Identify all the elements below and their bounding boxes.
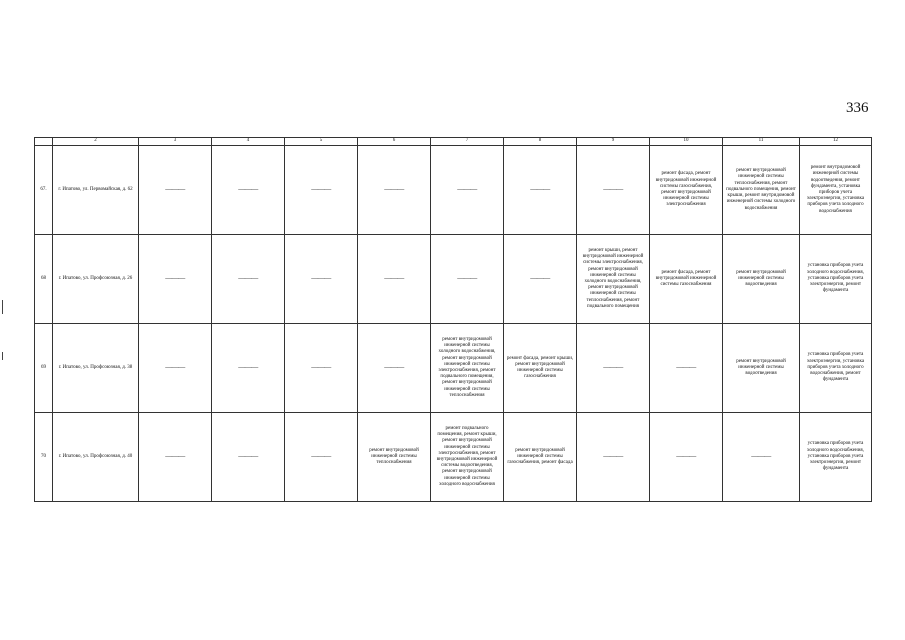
work-cell: ремонт фасада, ремонт внутридомовой инженерной системы газоснабжения, ремонт внутридомовой инженерной системы электроснабжения [650, 146, 723, 235]
row-number: 69 [35, 324, 53, 413]
margin-mark [2, 352, 3, 360]
column-header: 3 [139, 138, 212, 146]
dash-mark: ——— [457, 273, 477, 282]
empty-cell [504, 146, 577, 235]
column-header: 6 [358, 138, 431, 146]
work-cell: ремонт внутридомовой инженерной системы водоотведения [723, 324, 800, 413]
repair-schedule-table [34, 137, 872, 502]
empty-cell [139, 235, 212, 324]
row-address: г. Ипатово, ул. Профсоюзная, д. 40 [53, 413, 139, 502]
dash-mark: ——— [238, 273, 258, 282]
dash-mark: ——— [676, 362, 696, 371]
column-header: 5 [285, 138, 358, 146]
work-cell: ремонт внутридомовой инженерной системы газоснабжения, ремонт фасада [504, 413, 577, 502]
empty-cell [139, 324, 212, 413]
column-header: 2 [53, 138, 139, 146]
dash-mark: ——— [165, 184, 185, 193]
dash-mark: ——— [530, 273, 550, 282]
page-number: 336 [846, 100, 869, 116]
empty-cell [285, 324, 358, 413]
column-header: 8 [504, 138, 577, 146]
empty-cell [577, 146, 650, 235]
empty-cell [358, 146, 431, 235]
dash-mark: ——— [238, 362, 258, 371]
empty-cell [212, 235, 285, 324]
dash-mark: ——— [311, 362, 331, 371]
empty-cell [431, 235, 504, 324]
empty-cell [285, 413, 358, 502]
dash-mark: ——— [603, 184, 623, 193]
dash-mark: ——— [238, 184, 258, 193]
dash-mark: ——— [384, 273, 404, 282]
column-header [35, 138, 53, 146]
column-header: 12 [800, 138, 872, 146]
work-cell: ремонт подвального помещения, ремонт крыши, ремонт внутридомовой инженерной системы электроснабжения, ремонт внутридомовой инженерной системы водоотведения, ремонт внутридомовой инженерной системы холодного водоснабжения [431, 413, 504, 502]
dash-mark: ——— [165, 273, 185, 282]
work-cell: ремонт внутридомовой инженерной системы теплоснабжения [358, 413, 431, 502]
work-cell: ремонт внутридомовой инженерной системы теплоснабжения, ремонт подвального помещения, ремонт крыши, ремонт внутридомовой инженерной системы холодного водоснабжения [723, 146, 800, 235]
empty-cell [139, 413, 212, 502]
empty-cell [212, 324, 285, 413]
dash-mark: ——— [530, 184, 550, 193]
empty-cell [577, 413, 650, 502]
empty-cell [358, 235, 431, 324]
work-cell: ремонт внутридомовой инженерной системы водоотведения, ремонт фундамента, установка приборов учета электроэнергии, установка приборов учета холодного водоснабжения [800, 146, 872, 235]
work-cell: установка приборов учета электроэнергии, установка приборов учета холодного водоснабжения, ремонт фундамента [800, 324, 872, 413]
work-cell: ремонт внутридомовой инженерной системы холодного водоснабжения, ремонт внутридомовой инженерной системы электроснабжения, ремонт подвального помещения, ремонт внутридомовой инженерной системы теплоснабжения [431, 324, 504, 413]
margin-mark [2, 300, 3, 314]
row-number: 70 [35, 413, 53, 502]
dash-mark: ——— [457, 184, 477, 193]
dash-mark: ——— [603, 451, 623, 460]
empty-cell [139, 146, 212, 235]
dash-mark: ——— [311, 184, 331, 193]
dash-mark: ——— [676, 451, 696, 460]
dash-mark: ——— [165, 451, 185, 460]
dash-mark: ——— [165, 362, 185, 371]
empty-cell [285, 146, 358, 235]
empty-cell [577, 324, 650, 413]
table-row [35, 324, 872, 413]
column-header: 4 [212, 138, 285, 146]
empty-cell [504, 235, 577, 324]
work-cell: ремонт внутридомовой инженерной системы водоотведения [723, 235, 800, 324]
work-cell: установка приборов учета холодного водоснабжения, установка приборов учета электроэнергии, ремонт фундамента [800, 413, 872, 502]
empty-cell [212, 146, 285, 235]
column-header: 7 [431, 138, 504, 146]
dash-mark: ——— [384, 362, 404, 371]
header-row [35, 138, 872, 146]
dash-mark: ——— [311, 451, 331, 460]
row-address: г. Ипатово, ул. Профсоюзная, д. 26 [53, 235, 139, 324]
table-row [35, 413, 872, 502]
column-header: 9 [577, 138, 650, 146]
empty-cell [285, 235, 358, 324]
work-cell: ремонт фасада, ремонт внутридомовой инженерной системы газоснабжения [650, 235, 723, 324]
empty-cell [212, 413, 285, 502]
dash-mark: ——— [751, 451, 771, 460]
empty-cell [431, 146, 504, 235]
table-row [35, 235, 872, 324]
empty-cell [358, 324, 431, 413]
row-address: г. Ипатово, ул. Первомайская, д. 62 [53, 146, 139, 235]
work-cell: установка приборов учета холодного водоснабжения, установка приборов учета электроэнергии, ремонт фундамента [800, 235, 872, 324]
work-cell: ремонт крыши, ремонт внутридомовой инженерной системы электроснабжения, ремонт внутридомовой инженерной системы холодного водоснабжения, ремонт внутридомовой инженерной системы теплоснабжения, ремонт подвального помещения [577, 235, 650, 324]
table-row [35, 146, 872, 235]
dash-mark: ——— [311, 273, 331, 282]
row-number: 68 [35, 235, 53, 324]
dash-mark: ——— [603, 362, 623, 371]
empty-cell [650, 413, 723, 502]
empty-cell [723, 413, 800, 502]
work-cell: ремонт фасада, ремонт крыши, ремонт внутридомовой инженерной системы газоснабжения [504, 324, 577, 413]
dash-mark: ——— [238, 451, 258, 460]
row-number: 67. [35, 146, 53, 235]
empty-cell [650, 324, 723, 413]
column-header: 10 [650, 138, 723, 146]
dash-mark: ——— [384, 184, 404, 193]
column-header: 11 [723, 138, 800, 146]
row-address: г. Ипатово, ул. Профсоюзная, д. 38 [53, 324, 139, 413]
